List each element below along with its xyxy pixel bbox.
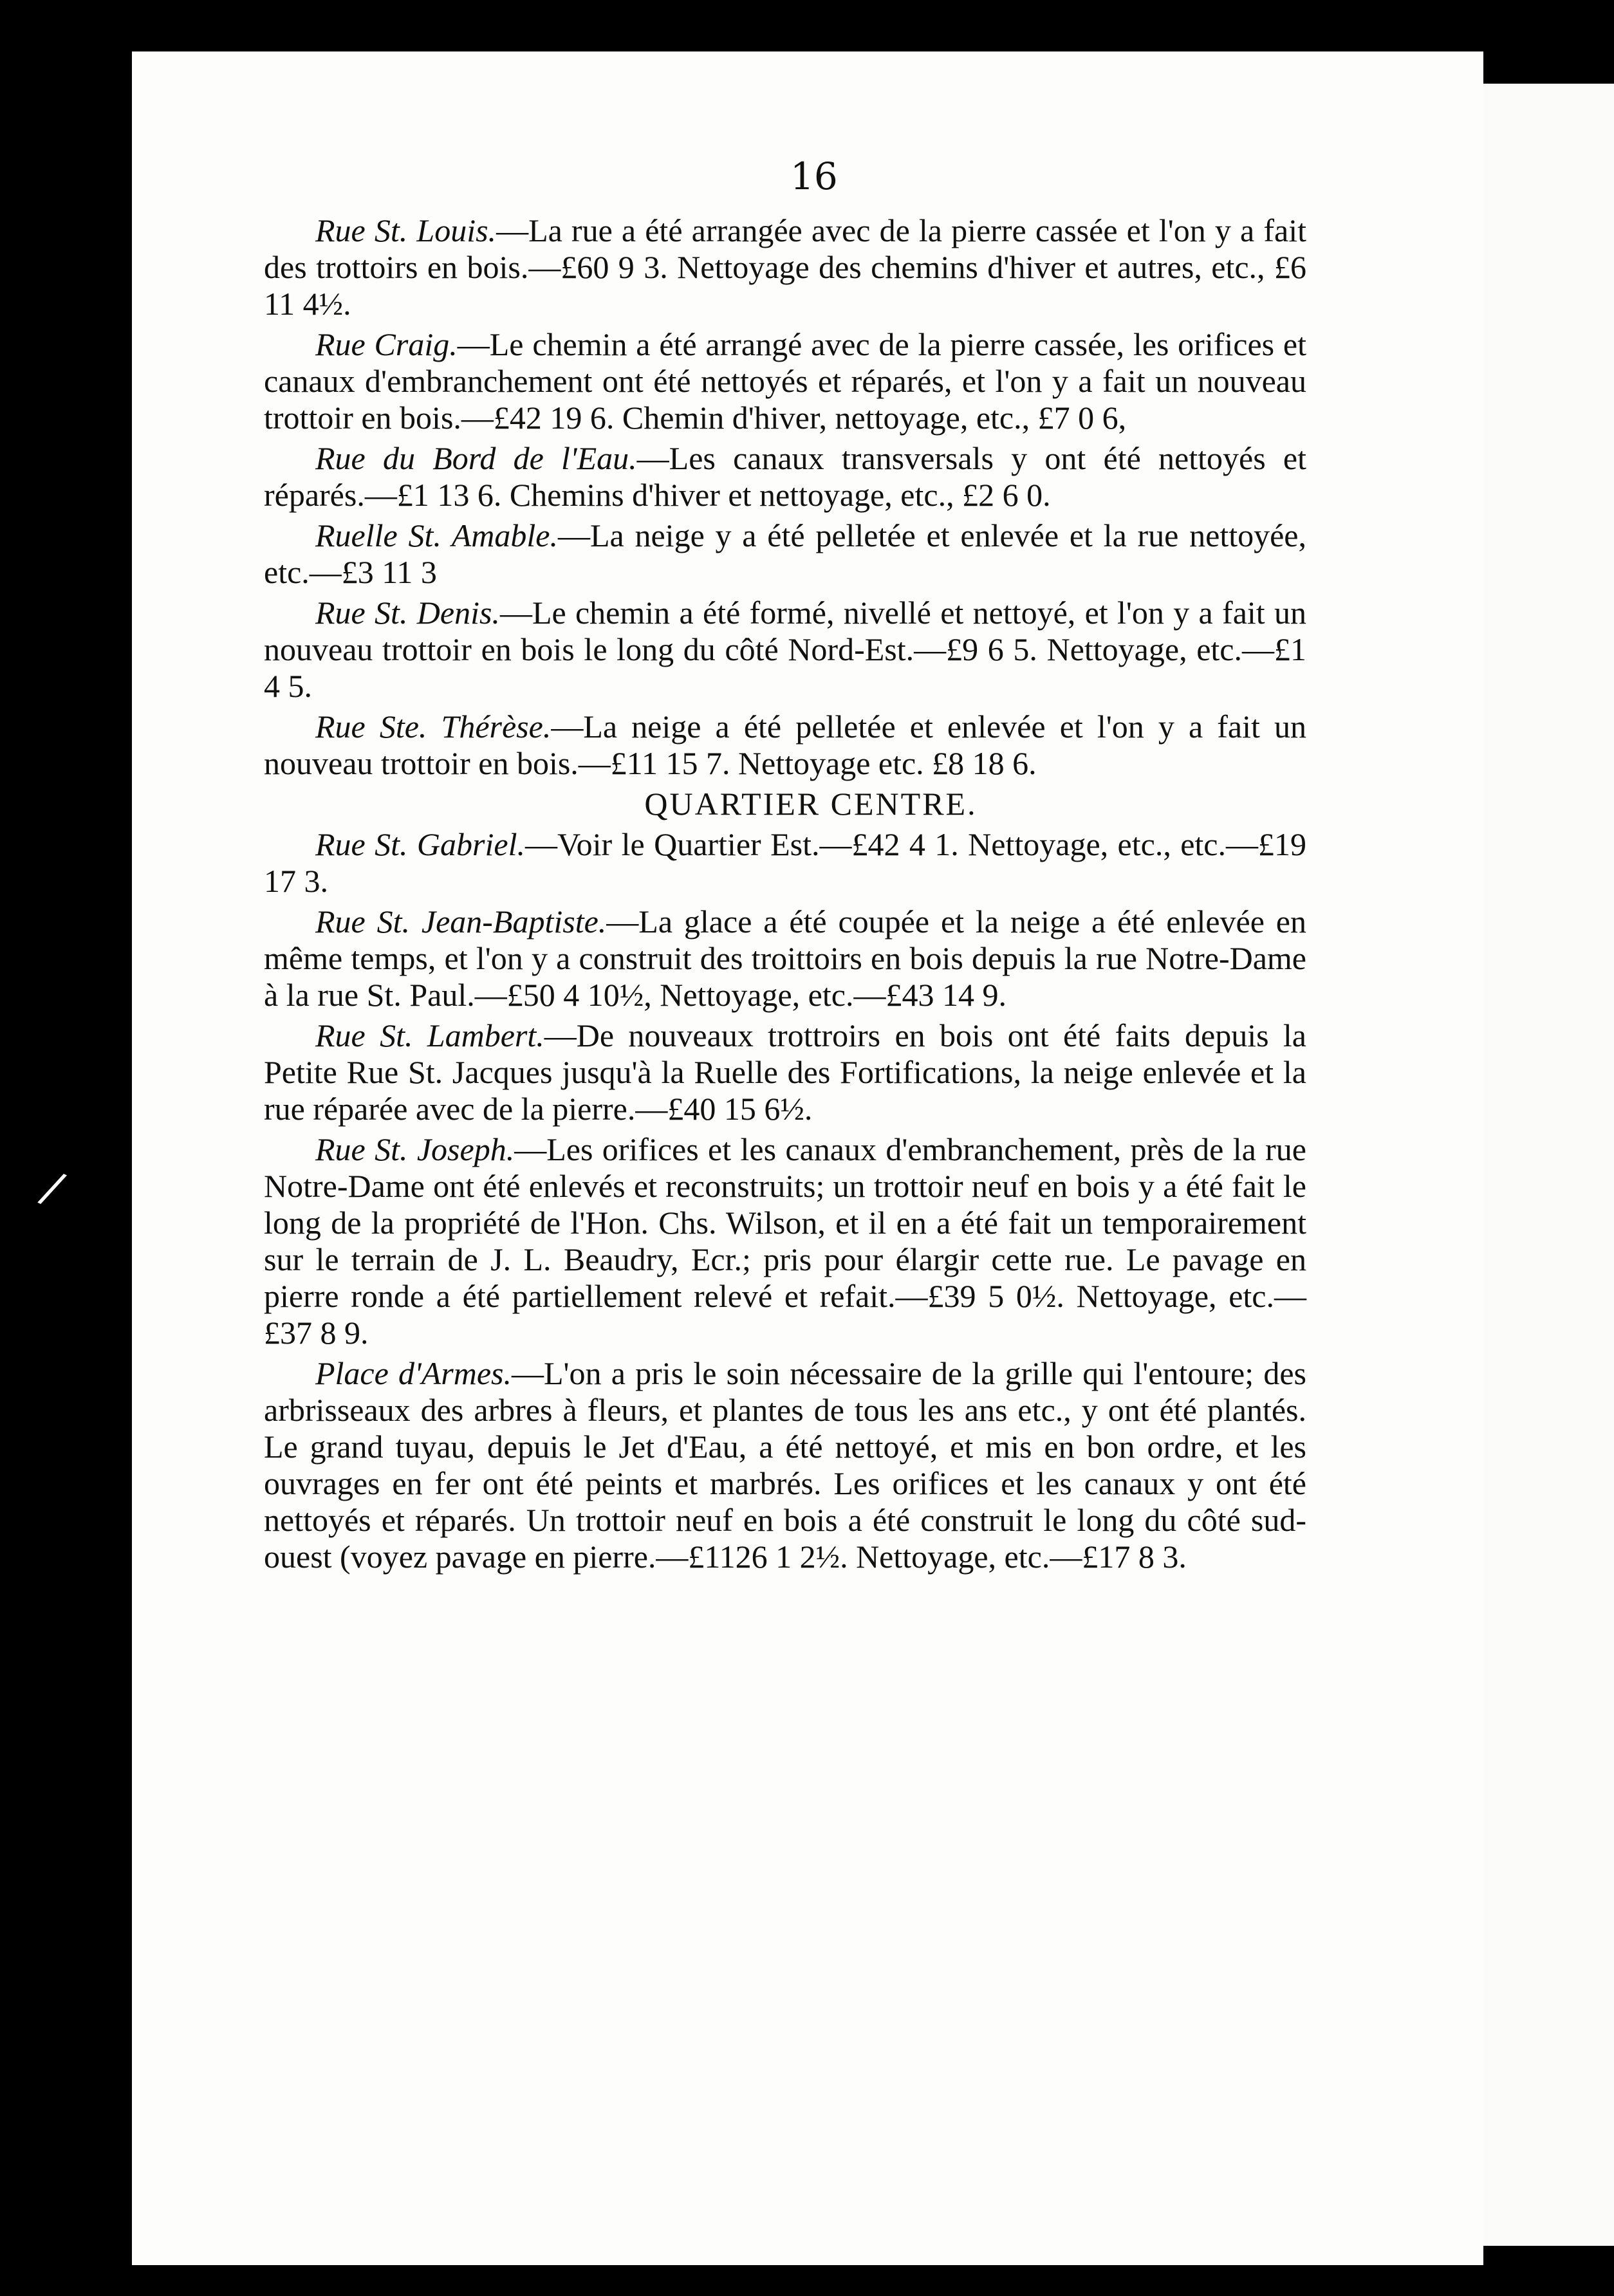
entries-top-section xyxy=(264,212,1306,782)
street-entry xyxy=(264,517,1306,591)
street-name: Rue Ste. Thérèse. xyxy=(315,708,552,745)
street-entry xyxy=(264,1355,1306,1575)
page-number: 16 xyxy=(790,154,838,198)
street-name: Ruelle St. Amable. xyxy=(315,517,558,553)
entry-text: —Voir le Quartier Est.—£42 4 1. Nettoyage, etc., etc.—£19 17 3. xyxy=(264,826,1307,899)
street-entry xyxy=(264,595,1306,705)
entry-text: —La glace a été coupée et la neige a été enlevée en même temps, et l'on y a construit des troittoirs en bois depuis la rue Notre-Dame à la rue St. Paul.—£50 4 10½, Nettoyage, etc.—£43 14 9. xyxy=(264,903,1307,1013)
street-name: Rue St. Louis. xyxy=(315,212,497,248)
entry-text: —Le chemin a été arrangé avec de la pierre cassée, les orifices et canaux d'embranchement ont été nettoyés et réparés, et l'on y a fait un nouveau trottoir en bois.—£42 19 6. Chemin d'hiver, nettoyage, etc., £7 0 6, xyxy=(264,326,1307,436)
street-entry xyxy=(264,440,1306,514)
entry-text: —De nouveaux trottroirs en bois ont été faits depuis la Petite Rue St. Jacques jusqu'à la Ruelle des Fortifications, la neige enlevée et la rue réparée avec de la pierre.—£40 15 6½. xyxy=(264,1017,1306,1127)
entry-text: —Les orifices et les canaux d'embranchement, près de la rue Notre-Dame ont été enlevés et reconstruits; un trottoir neuf en bois y a été fait le long de la propriété de l'Hon. Chs. Wilson, et il en a été fait un temporairement sur le terrain de J. L. Beaudry, Ecr.; pris pour élargir cette rue. Le pavage en pierre ronde a été partiellement relevé et refait.—£39 5 0½. Nettoyage, etc.—£37 8 9. xyxy=(264,1131,1307,1351)
street-entry xyxy=(264,708,1306,782)
street-name: Rue St. Joseph. xyxy=(315,1131,515,1167)
facing-page-edge xyxy=(1474,84,1614,2246)
entry-text: —La rue a été arrangée avec de la pierre cassée et l'on y a fait des trottoirs en bois.—£60 9 3. Nettoyage des chemins d'hiver et autres, etc., £6 11 4½. xyxy=(264,212,1306,322)
street-entry xyxy=(264,212,1306,322)
street-name: Rue St. Jean-Baptiste. xyxy=(315,903,607,940)
street-entry xyxy=(264,903,1306,1014)
street-name: Rue St. Lambert. xyxy=(315,1017,544,1053)
entry-text: —La neige y a été pelletée et enlevée et la rue nettoyée, etc.—£3 11 3 xyxy=(264,517,1306,590)
page-body xyxy=(264,212,1306,1579)
street-name: Rue St. Gabriel. xyxy=(315,826,525,862)
street-entry xyxy=(264,1017,1306,1127)
entry-text: —Le chemin a été formé, nivellé et nettoyé, et l'on y a fait un nouveau trottoir en bois le long du côté Nord-Est.—£9 6 5. Nettoyage, etc.—£1 4 5. xyxy=(264,595,1307,704)
street-name: Rue St. Denis. xyxy=(315,595,500,631)
entry-text: —La neige a été pelletée et enlevée et l'on y a fait un nouveau trottoir en bois.—£11 15 7. Nettoyage etc. £8 18 6. xyxy=(264,708,1306,781)
street-name: Rue du Bord de l'Eau. xyxy=(315,440,637,476)
street-name: Rue Craig. xyxy=(315,326,458,362)
margin-mark: / xyxy=(34,1160,71,1216)
entry-text: —L'on a pris le soin nécessaire de la grille qui l'entoure; des arbrisseaux des arbres à fleurs, et plantes de tous les ans etc., y ont été plantés. Le grand tuyau, depuis le Jet d'Eau, a été nettoyé, et mis en bon ordre, et les ouvrages en fer ont été peints et marbrés. Les orifices et les canaux y ont été nettoyés et réparés. Un trottoir neuf en bois a été construit le long du côté sud-ouest (voyez pavage en pierre.—£1126 1 2½. Nettoyage, etc.—£17 8 3. xyxy=(264,1355,1306,1575)
street-entry xyxy=(264,326,1306,436)
street-entry xyxy=(264,1131,1306,1351)
street-name: Place d'Armes. xyxy=(315,1355,512,1391)
entries-centre-section xyxy=(264,826,1306,1575)
street-entry xyxy=(264,826,1306,900)
section-heading: QUARTIER CENTRE. xyxy=(644,786,978,822)
entry-text: —Les canaux transversals y ont été nettoyés et réparés.—£1 13 6. Chemins d'hiver et nettoyage, etc., £2 6 0. xyxy=(264,440,1306,513)
